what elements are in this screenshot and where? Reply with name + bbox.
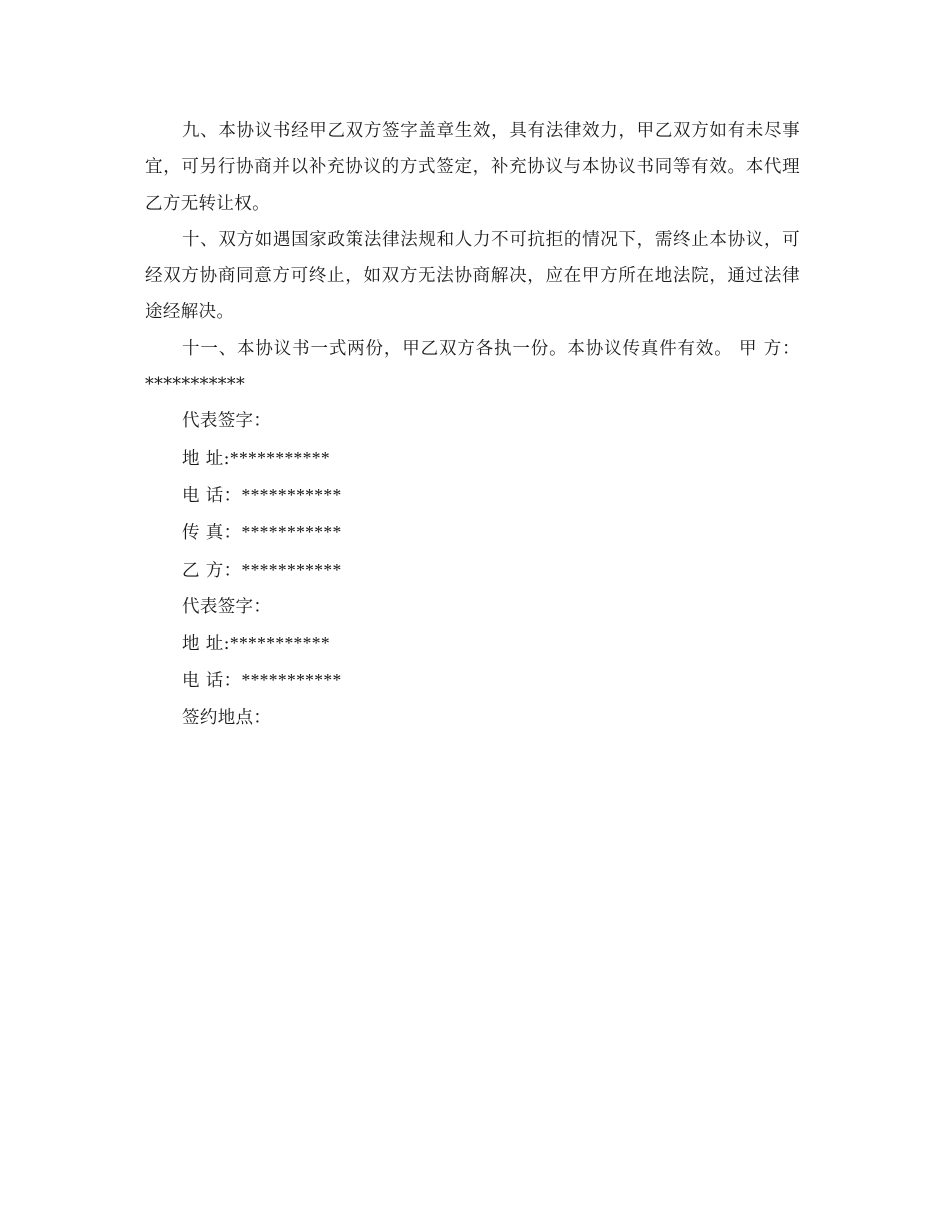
signing-place-label: 签约地点： [182,707,272,728]
party-b-address-value: *********** [229,633,330,654]
party-a-address-line [145,440,800,477]
party-b-signature-label: 代表签字： [182,596,272,617]
party-b-name-label: 乙 方： [182,560,242,581]
party-a-phone-line [145,477,800,514]
party-b-address-label: 地 址: [182,634,230,655]
party-a-address-label: 地 址: [182,448,230,469]
document-body [145,113,800,736]
clause-ten: 十、双方如遇国家政策法律法规和人力不可抗拒的情况下，需终止本协议，可经双方协商同意方可终止，如双方无法协商解决，应在甲方所在地法院，通过法律途经解决。 [145,229,800,323]
party-a-phone-label: 电 话： [182,485,242,506]
party-a-fax-line [145,514,800,551]
party-a-address-value: *********** [229,447,330,468]
party-a-signature-line [145,403,800,439]
party-a-signature-label: 代表签字： [182,411,272,432]
party-a-fax-value: *********** [241,522,342,543]
clause-eleven: 十一、本协议书一式两份，甲乙双方各执一份。本协议传真件有效。 甲 方：*********** [145,338,800,396]
party-b-address-line [145,625,800,662]
party-b-signature-line [145,589,800,625]
party-b-name-value: *********** [241,559,342,580]
party-a-fax-label: 传 真： [182,523,242,544]
party-b-phone-value: *********** [241,670,342,691]
party-a-phone-value: *********** [241,484,342,505]
party-b-phone-line [145,662,800,699]
signing-place-line [145,700,800,736]
party-b-phone-label: 电 话： [182,671,242,692]
party-b-name-line [145,552,800,589]
clause-nine: 九、本协议书经甲乙双方签字盖章生效，具有法律效力，甲乙双方如有未尽事宜，可另行协商并以补充协议的方式签定，补充协议与本协议书同等有效。本代理乙方无转让权。 [145,121,800,214]
